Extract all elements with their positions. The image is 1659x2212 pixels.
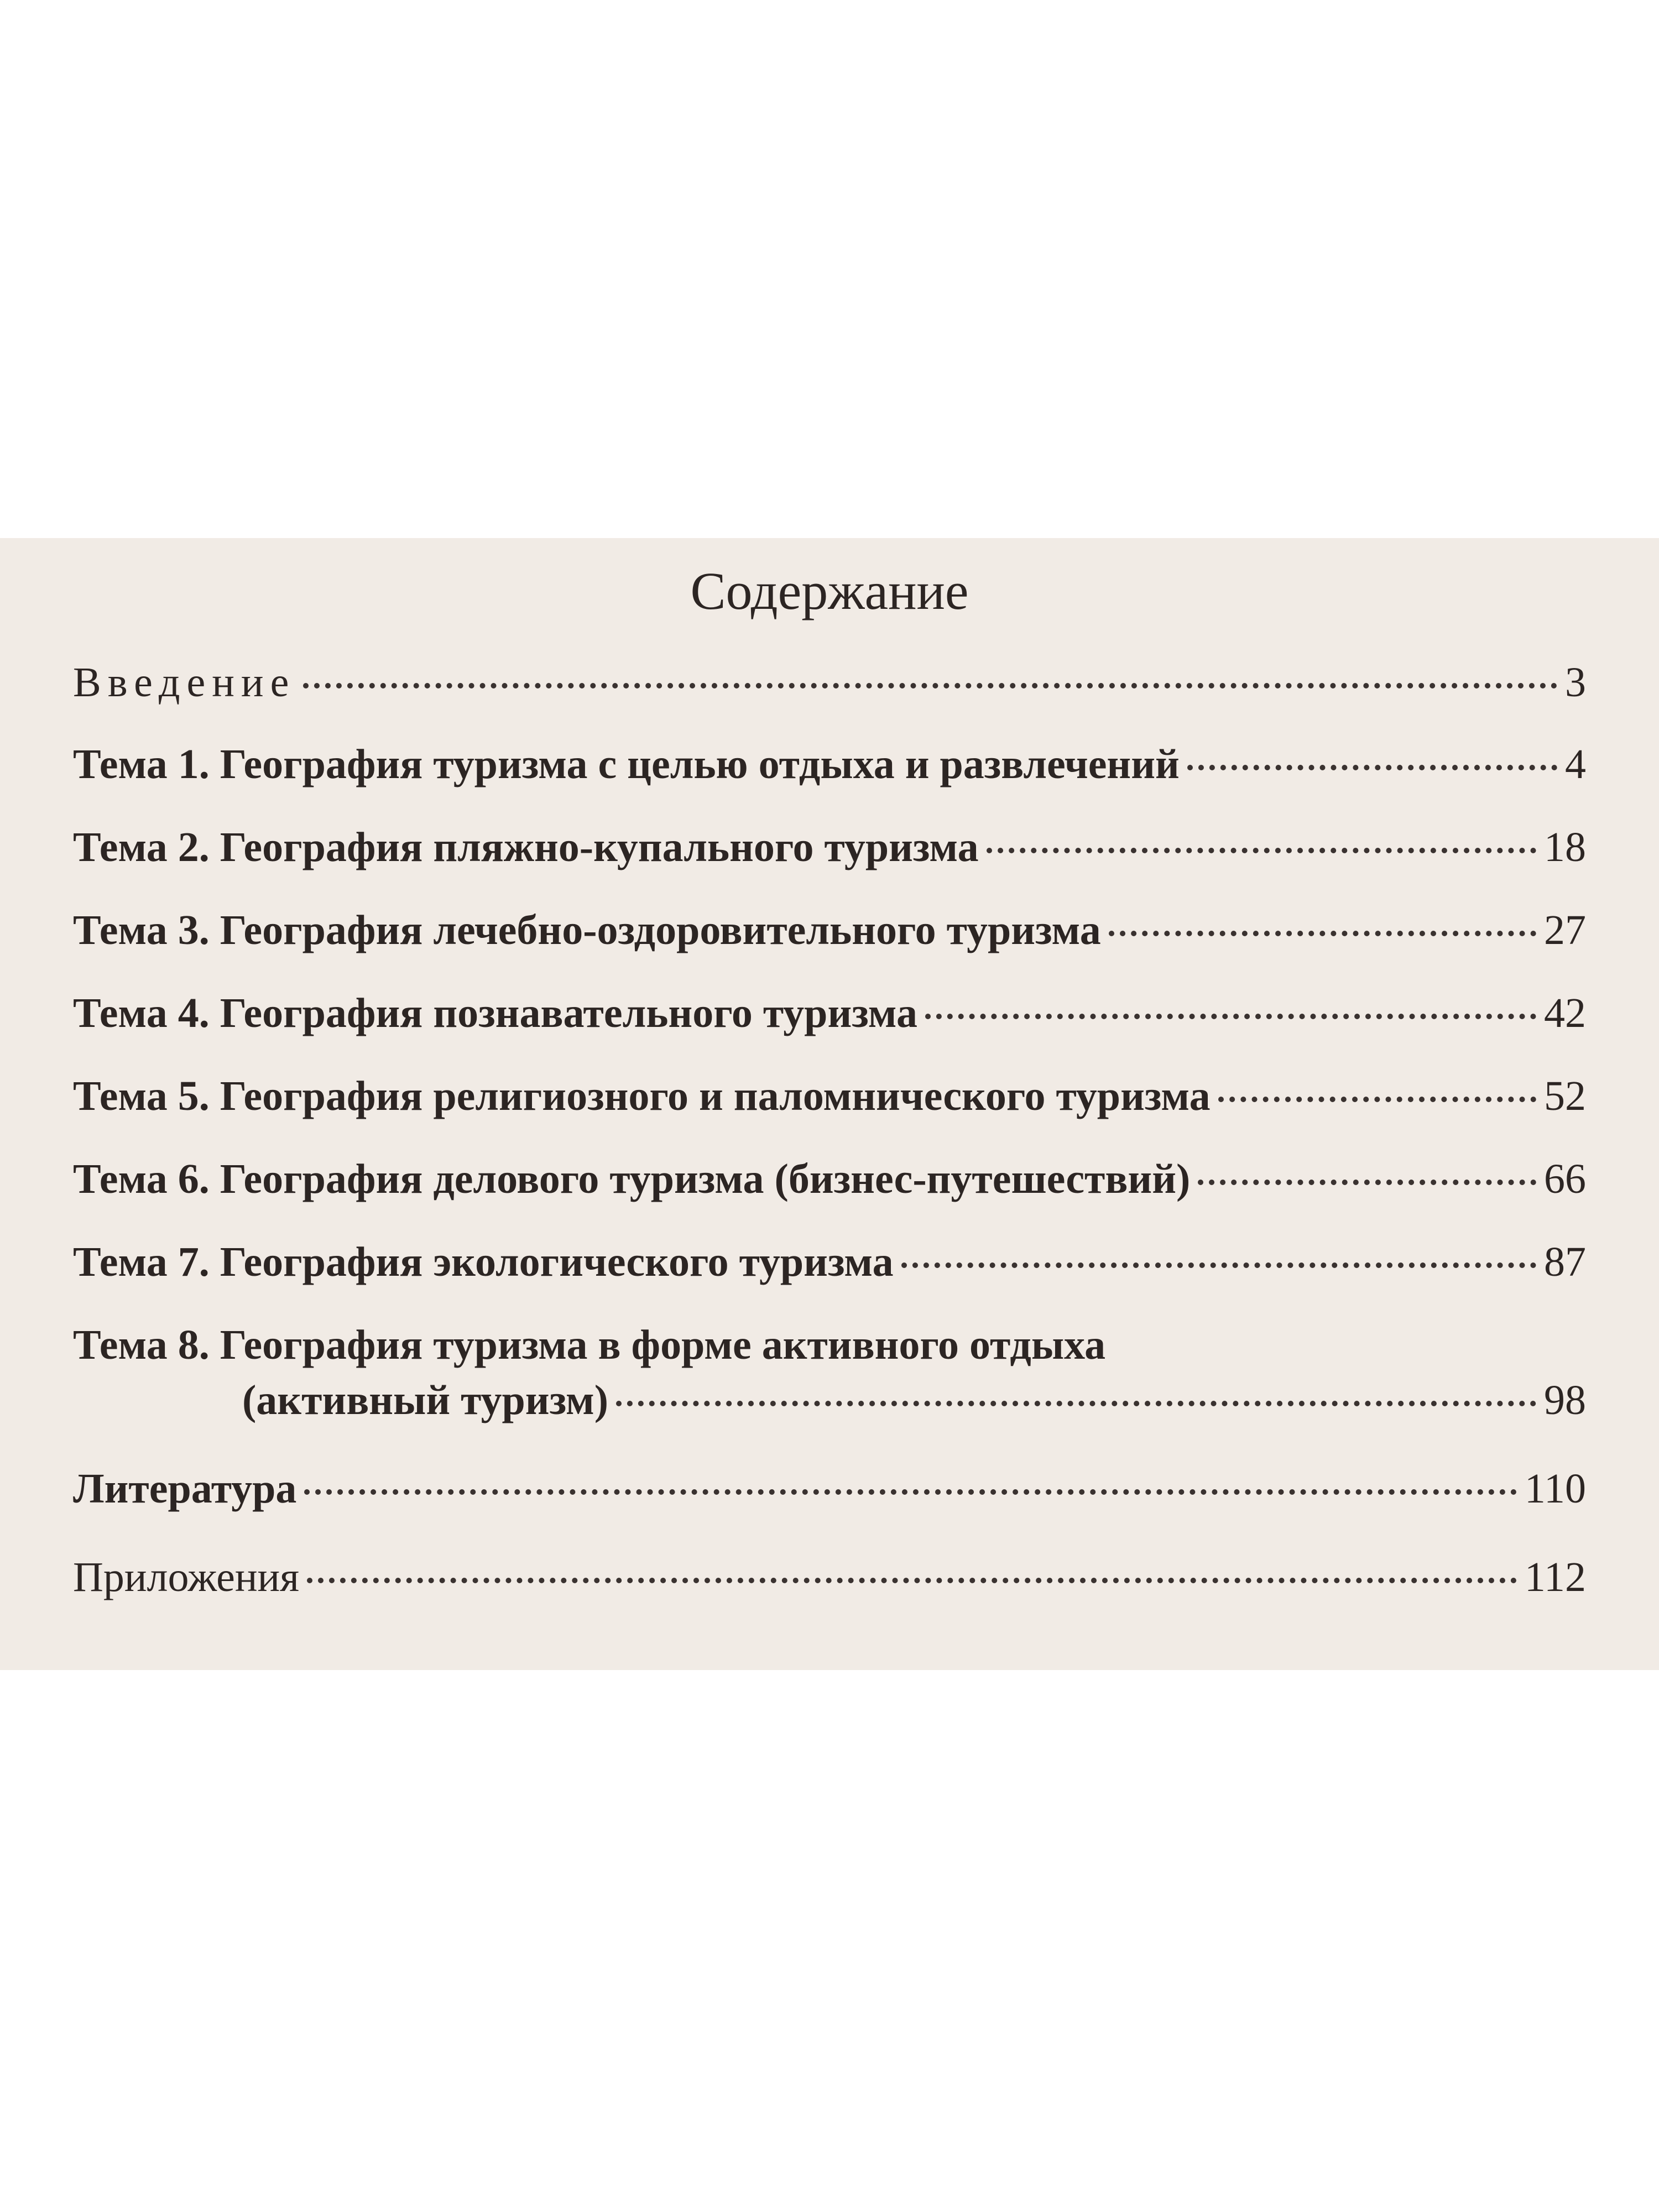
dot-leader xyxy=(925,1014,1536,1019)
dot-leader xyxy=(987,848,1536,853)
toc-entry-topic-3 xyxy=(73,907,1586,954)
entry-label: Тема 4. География познавательного туризма xyxy=(73,990,917,1036)
toc-entry-topic-8-line-1: Тема 8. География туризма в форме активного отдыха xyxy=(73,1322,1106,1368)
entry-label: Литература xyxy=(73,1465,297,1512)
entry-page-number: 52 xyxy=(1544,1073,1586,1119)
dot-leader xyxy=(1109,931,1536,936)
entry-page-number: 18 xyxy=(1544,824,1586,870)
entry-page-number: 87 xyxy=(1544,1239,1586,1285)
toc-entry-topic-1 xyxy=(73,742,1586,788)
entry-page-number: 110 xyxy=(1524,1465,1586,1512)
entry-page-number: 27 xyxy=(1544,907,1586,953)
dot-leader xyxy=(901,1262,1536,1268)
entry-label: Тема 5. География религиозного и паломнического туризма xyxy=(73,1073,1211,1119)
entry-page-number: 98 xyxy=(1544,1377,1586,1423)
toc-entry-appendices xyxy=(73,1554,1586,1601)
dot-leader xyxy=(307,1578,1517,1583)
dot-leader xyxy=(303,683,1557,688)
entry-page-number: 66 xyxy=(1544,1156,1586,1202)
toc-entry-topic-6 xyxy=(73,1156,1586,1203)
dot-leader xyxy=(1218,1097,1536,1102)
entry-label: Тема 1. География туризма с целью отдыха и развлечений xyxy=(73,741,1180,787)
entry-label: Приложения xyxy=(73,1554,300,1600)
dot-leader xyxy=(1198,1180,1536,1185)
toc-entry-topic-5 xyxy=(73,1073,1586,1120)
entry-page-number: 42 xyxy=(1544,990,1586,1036)
entry-page-number: 4 xyxy=(1565,741,1586,787)
toc-entry-literature xyxy=(73,1466,1586,1512)
dot-leader xyxy=(304,1489,1516,1495)
toc-entry-topic-7 xyxy=(73,1239,1586,1286)
entry-label: Тема 7. География экологического туризма xyxy=(73,1239,894,1285)
entry-label: (активный туризм) xyxy=(242,1377,609,1423)
entry-label: Тема 6. География делового туризма (бизнес-путешествий) xyxy=(73,1156,1191,1202)
dot-leader xyxy=(616,1401,1536,1406)
entry-page-number: 112 xyxy=(1524,1554,1586,1600)
entry-label: Тема 2. География пляжно-купального туризма xyxy=(73,824,979,870)
entry-label: Тема 3. География лечебно-оздоровительного туризма xyxy=(73,907,1101,953)
entry-label: Введение xyxy=(73,659,296,706)
toc-entry-topic-2 xyxy=(73,825,1586,871)
toc-entry-intro xyxy=(73,660,1586,706)
toc-entry-topic-8 xyxy=(242,1378,1586,1424)
dot-leader xyxy=(1187,765,1557,770)
scanned-page xyxy=(0,538,1659,1670)
toc-title: Содержание xyxy=(690,561,969,620)
entry-page-number: 3 xyxy=(1565,659,1586,706)
toc-entry-topic-4 xyxy=(73,990,1586,1037)
